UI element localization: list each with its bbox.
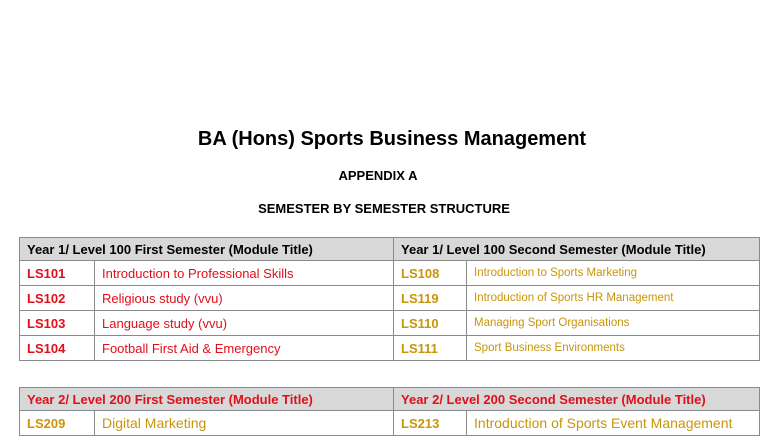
table-row bbox=[20, 411, 760, 436]
module-code: LS110 bbox=[394, 311, 467, 336]
module-code: LS102 bbox=[20, 286, 95, 311]
module-title: Introduction to Sports Marketing bbox=[467, 261, 760, 286]
module-title: Introduction of Sports Event Management bbox=[467, 411, 760, 436]
module-code: LS213 bbox=[394, 411, 467, 436]
module-code: LS101 bbox=[20, 261, 95, 286]
module-code: LS104 bbox=[20, 336, 95, 361]
module-code: LS209 bbox=[20, 411, 95, 436]
table-row bbox=[20, 336, 760, 361]
table-header-row bbox=[20, 388, 760, 411]
module-code: LS108 bbox=[394, 261, 467, 286]
year2-sem2-header: Year 2/ Level 200 Second Semester (Module Title) bbox=[394, 388, 760, 411]
module-title: Introduction of Sports HR Management bbox=[467, 286, 760, 311]
table-row bbox=[20, 261, 760, 286]
structure-heading: SEMESTER BY SEMESTER STRUCTURE bbox=[258, 201, 510, 216]
table-header-row bbox=[20, 238, 760, 261]
year2-module-table bbox=[19, 387, 760, 436]
appendix-label: APPENDIX A bbox=[338, 168, 418, 183]
year2-sem1-header: Year 2/ Level 200 First Semester (Module Title) bbox=[20, 388, 394, 411]
module-title: Religious study (vvu) bbox=[95, 286, 394, 311]
module-title: Football First Aid & Emergency bbox=[95, 336, 394, 361]
module-title: Introduction to Professional Skills bbox=[95, 261, 394, 286]
year1-module-table bbox=[19, 237, 760, 361]
module-title: Managing Sport Organisations bbox=[467, 311, 760, 336]
year1-sem1-header: Year 1/ Level 100 First Semester (Module Title) bbox=[20, 238, 394, 261]
table-row bbox=[20, 311, 760, 336]
module-title: Digital Marketing bbox=[95, 411, 394, 436]
module-code: LS119 bbox=[394, 286, 467, 311]
module-code: LS111 bbox=[394, 336, 467, 361]
module-code: LS103 bbox=[20, 311, 95, 336]
module-title: Language study (vvu) bbox=[95, 311, 394, 336]
table-row bbox=[20, 286, 760, 311]
document-title: BA (Hons) Sports Business Management bbox=[197, 128, 587, 150]
module-title: Sport Business Environments bbox=[467, 336, 760, 361]
year1-sem2-header: Year 1/ Level 100 Second Semester (Module Title) bbox=[394, 238, 760, 261]
